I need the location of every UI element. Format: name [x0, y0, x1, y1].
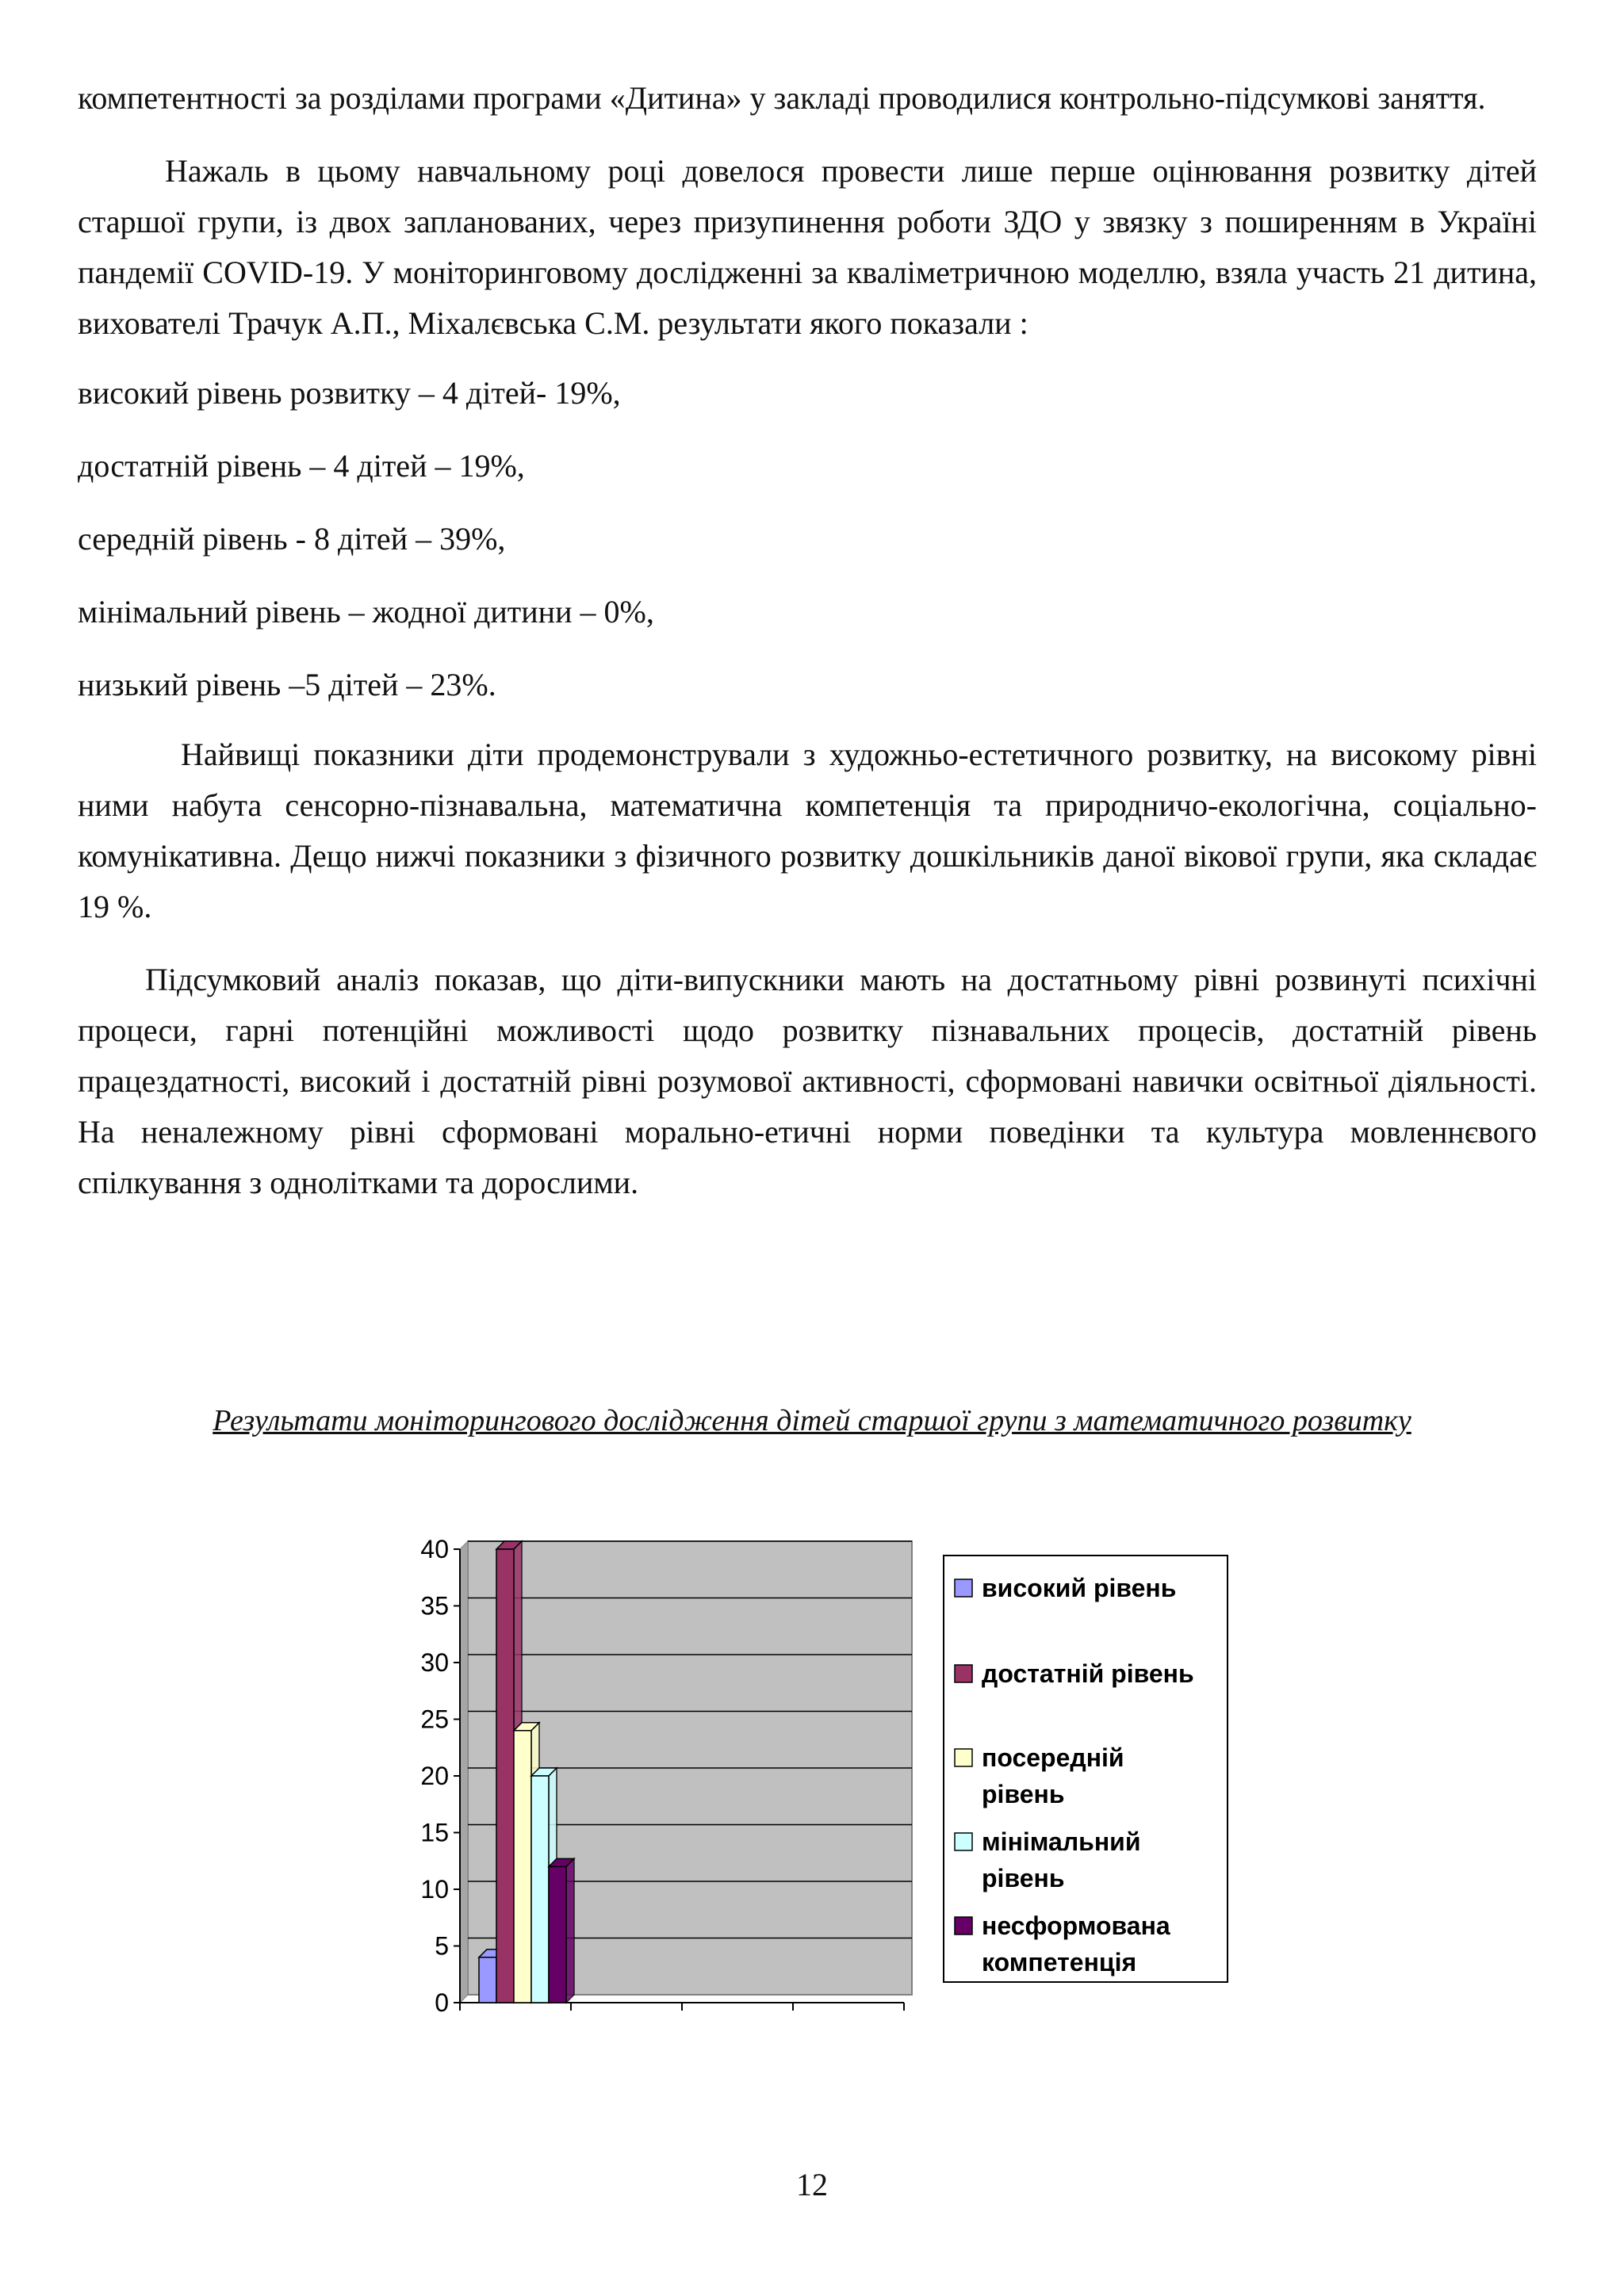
page-number: 12: [796, 2167, 828, 2202]
level-high: високий рівень розвитку – 4 дітей- 19%,: [78, 375, 621, 411]
level-low: низький рівень –5 дітей – 23%.: [78, 667, 496, 702]
chart-svg: [396, 1506, 1269, 2014]
y-tick-label: 10: [420, 1875, 449, 1904]
bar: [496, 1549, 514, 2003]
bar: [479, 1957, 496, 2003]
legend-label: високий рівень: [982, 1574, 1177, 1602]
legend-swatch: [955, 1749, 972, 1766]
bar: [514, 1731, 531, 2003]
legend-swatch: [955, 1665, 972, 1682]
plot-side-wall: [460, 1541, 468, 2003]
legend-label: компетенція: [982, 1948, 1137, 1976]
document-body: [78, 73, 1537, 1208]
legend-label: достатній рівень: [982, 1659, 1194, 1688]
chart-caption: Результати моніторингового дослідження дітей старшої групи з математичного розвитку: [213, 1404, 1411, 1437]
legend-label: мінімальний: [982, 1827, 1141, 1856]
bar-chart: [396, 1506, 1269, 2014]
bar-side: [566, 1858, 574, 2003]
bar: [549, 1866, 566, 2003]
legend-label: рівень: [982, 1780, 1065, 1808]
legend-swatch: [955, 1917, 972, 1934]
y-tick-label: 30: [420, 1648, 449, 1677]
legend-label: посередній: [982, 1743, 1124, 1772]
y-tick-label: 35: [420, 1591, 449, 1621]
level-medium: середній рівень - 8 дітей – 39%,: [78, 521, 506, 557]
paragraph-2: Нажаль в цьому навчальному році довелося провести лише перше оцінювання розвитку дітей старшої групи, із двох запланованих, через призупинення роботи ЗДО у звязку з поширенням в Україні пандемії COVID-19. У моніторинговому дослідженні за кваліметричною моделлю, взяла участь 21 дитина, вихователі Трачук А.П., Міхалєвська С.М. результати якого показали :: [78, 153, 1537, 341]
legend-label: несформована: [982, 1911, 1170, 1940]
legend-swatch: [955, 1833, 972, 1850]
level-minimal: мінімальний рівень – жодної дитини – 0%,: [78, 594, 654, 629]
y-tick-label: 5: [435, 1931, 449, 1961]
paragraph-3: Найвищі показники діти продемонстрували з художньо-естетичного розвитку, на високому рівні ними набута сенсорно-пізнавальна, математична компетенція та природничо-екологічна, соціально-комунікативна. Дещо нижчі показники з фізичного розвитку дошкільників даної вікової групи, яка складає 19 %.: [78, 737, 1537, 924]
bar: [531, 1776, 549, 2003]
y-tick-label: 0: [435, 1988, 449, 2014]
paragraph-1: компетентності за розділами програми «Дитина» у закладі проводилися контрольно-підсумкові заняття.: [78, 80, 1486, 116]
y-tick-label: 40: [420, 1535, 449, 1563]
y-tick-label: 25: [420, 1705, 449, 1734]
legend-swatch: [955, 1579, 972, 1597]
paragraph-4: Підсумковий аналіз показав, що діти-випускники мають на достатньому рівні розвинуті психічні процеси, гарні потенційні можливості щодо розвитку пізнавальних процесів, достатній рівень працездатності, високий і достатній рівні розумової активності, сформовані навички освітньої діяльності. На неналежному рівні сформовані морально-етичні норми поведінки та культура мовленнєвого спілкування з однолітками та дорослими.: [78, 962, 1537, 1200]
y-tick-label: 15: [420, 1818, 449, 1847]
y-tick-label: 20: [420, 1762, 449, 1790]
legend-label: рівень: [982, 1864, 1065, 1892]
level-sufficient: достатній рівень – 4 дітей – 19%,: [78, 448, 525, 484]
